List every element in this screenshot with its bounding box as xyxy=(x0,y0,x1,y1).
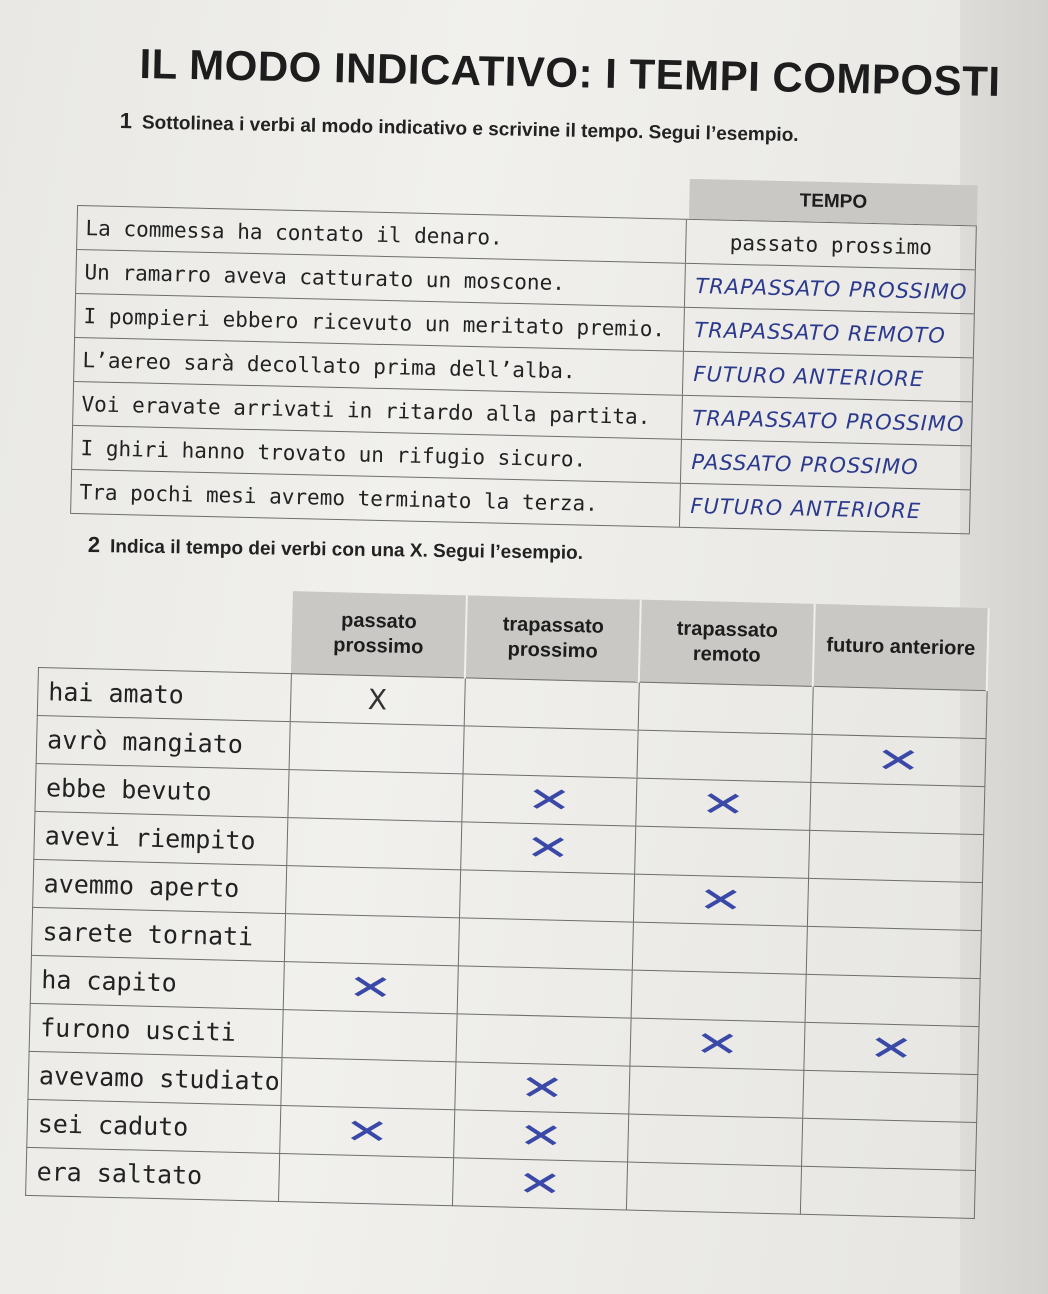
verb-label: ha capito xyxy=(30,955,284,1009)
sentence: La commessa ha contato il denaro. xyxy=(76,206,687,263)
example-x-mark: X xyxy=(367,682,388,717)
answer-cell xyxy=(805,974,980,1026)
answer-cell xyxy=(288,770,463,822)
answer-cell xyxy=(454,1062,629,1114)
answer-cell xyxy=(802,1070,977,1122)
handwritten-x-mark: ✕ xyxy=(517,1115,565,1157)
exercise2-instruction-text: Indica il tempo dei verbi con una X. Segui l’esempio. xyxy=(109,536,584,564)
handwritten-x-mark: ✕ xyxy=(874,739,922,782)
answer-cell xyxy=(810,782,985,834)
answer-cell xyxy=(285,866,460,918)
handwritten-answer: FUTURO ANTERIORE xyxy=(683,352,974,402)
answer-cell xyxy=(282,1010,457,1062)
answer-cell xyxy=(634,826,809,878)
answer-cell xyxy=(632,922,807,974)
verb-label: avevi riempito xyxy=(34,811,288,865)
answer-cell xyxy=(801,1118,976,1170)
sentence: Voi eravate arrivati in ritardo alla partita. xyxy=(72,382,683,439)
handwritten-x-mark: ✕ xyxy=(343,1111,391,1153)
exercise2-number: 2 xyxy=(87,532,101,558)
page-title: IL MODO INDICATIVO: I TEMPI COMPOSTI xyxy=(139,40,1001,106)
answer-cell xyxy=(461,774,636,826)
example-answer: passato prossimo xyxy=(686,220,977,270)
answer-cell xyxy=(456,1014,631,1066)
answer-cell xyxy=(631,970,806,1022)
answer-cell xyxy=(460,822,635,874)
exercise2-table xyxy=(25,585,990,1219)
answer-cell xyxy=(453,1110,628,1162)
sentence: Tra pochi mesi avremo terminato la terza. xyxy=(70,470,681,527)
verb-label: era saltato xyxy=(26,1147,280,1201)
answer-cell xyxy=(811,734,986,786)
answer-cell xyxy=(284,914,459,966)
handwritten-x-mark: ✕ xyxy=(699,783,747,825)
answer-cell xyxy=(807,878,982,930)
verb-label: ebbe bevuto xyxy=(35,763,289,817)
answer-cell xyxy=(458,918,633,970)
column-header-passato-prossimo: passato prossimo xyxy=(291,591,467,678)
handwritten-x-mark: ✕ xyxy=(525,779,573,821)
handwritten-x-mark: ✕ xyxy=(867,1027,915,1069)
column-header-trapassato-prossimo: trapassato prossimo xyxy=(465,595,641,682)
exercise1-table xyxy=(70,165,978,534)
answer-cell xyxy=(281,1058,456,1110)
handwritten-answer: TRAPASSATO REMOTO xyxy=(684,308,975,358)
column-header-futuro-anteriore: futuro anteriore xyxy=(813,604,989,691)
answer-cell xyxy=(627,1114,802,1166)
answer-cell xyxy=(463,726,638,778)
answer-cell xyxy=(287,818,462,870)
answer-cell xyxy=(638,682,813,734)
verb-label: avemmo aperto xyxy=(33,859,287,913)
answer-cell xyxy=(459,870,634,922)
answer-cell xyxy=(800,1166,975,1218)
sentence: L’aereo sarà decollato prima dell’alba. xyxy=(73,338,684,395)
handwritten-x-mark: ✕ xyxy=(518,1067,566,1109)
handwritten-answer: FUTURO ANTERIORE xyxy=(680,484,971,534)
handwritten-x-mark: ✕ xyxy=(697,879,745,921)
handwritten-x-mark: ✕ xyxy=(524,827,572,869)
handwritten-answer: PASSATO PROSSIMO xyxy=(681,440,972,490)
handwritten-x-mark: ✕ xyxy=(347,967,394,1009)
answer-cell xyxy=(280,1106,455,1158)
answer-cell xyxy=(457,966,632,1018)
handwritten-x-mark: ✕ xyxy=(516,1163,563,1205)
answer-cell xyxy=(464,678,639,730)
answer-cell xyxy=(278,1154,453,1206)
verb-label: avrò mangiato xyxy=(36,715,290,769)
column-header-trapassato-remoto: trapassato remoto xyxy=(639,600,815,687)
sentence: Un ramarro aveva catturato un moscone. xyxy=(75,250,686,307)
verb-label: sarete tornati xyxy=(31,907,285,961)
verb-label: avevamo studiato xyxy=(28,1051,282,1105)
verb-label: sei caduto xyxy=(27,1099,281,1153)
answer-cell xyxy=(806,926,981,978)
exercise1-instruction-text: Sottolinea i verbi al modo indicativo e scrivine il tempo. Segui l’esempio. xyxy=(141,112,799,147)
verb-label: hai amato xyxy=(37,667,291,721)
answer-cell xyxy=(452,1158,627,1210)
handwritten-x-mark: ✕ xyxy=(693,1023,741,1065)
answer-cell xyxy=(637,730,812,782)
answer-cell xyxy=(626,1162,801,1214)
answer-cell xyxy=(808,830,983,882)
answer-cell xyxy=(635,778,810,830)
answer-cell xyxy=(289,722,464,774)
sentence: I ghiri hanno trovato un rifugio sicuro. xyxy=(71,426,682,483)
answer-cell xyxy=(630,1018,805,1070)
tempo-column-header: TEMPO xyxy=(689,179,978,226)
answer-cell xyxy=(804,1022,979,1074)
exercise1-number: 1 xyxy=(119,108,133,134)
answer-cell xyxy=(628,1066,803,1118)
handwritten-answer: TRAPASSATO PROSSIMO xyxy=(682,396,973,446)
verb-label: furono usciti xyxy=(29,1003,283,1057)
answer-cell xyxy=(812,686,987,738)
handwritten-answer: TRAPASSATO PROSSIMO xyxy=(685,264,976,314)
answer-cell xyxy=(633,874,808,926)
answer-cell xyxy=(283,962,458,1014)
sentence: I pompieri ebbero ricevuto un meritato premio. xyxy=(74,294,685,351)
answer-cell xyxy=(290,674,465,726)
